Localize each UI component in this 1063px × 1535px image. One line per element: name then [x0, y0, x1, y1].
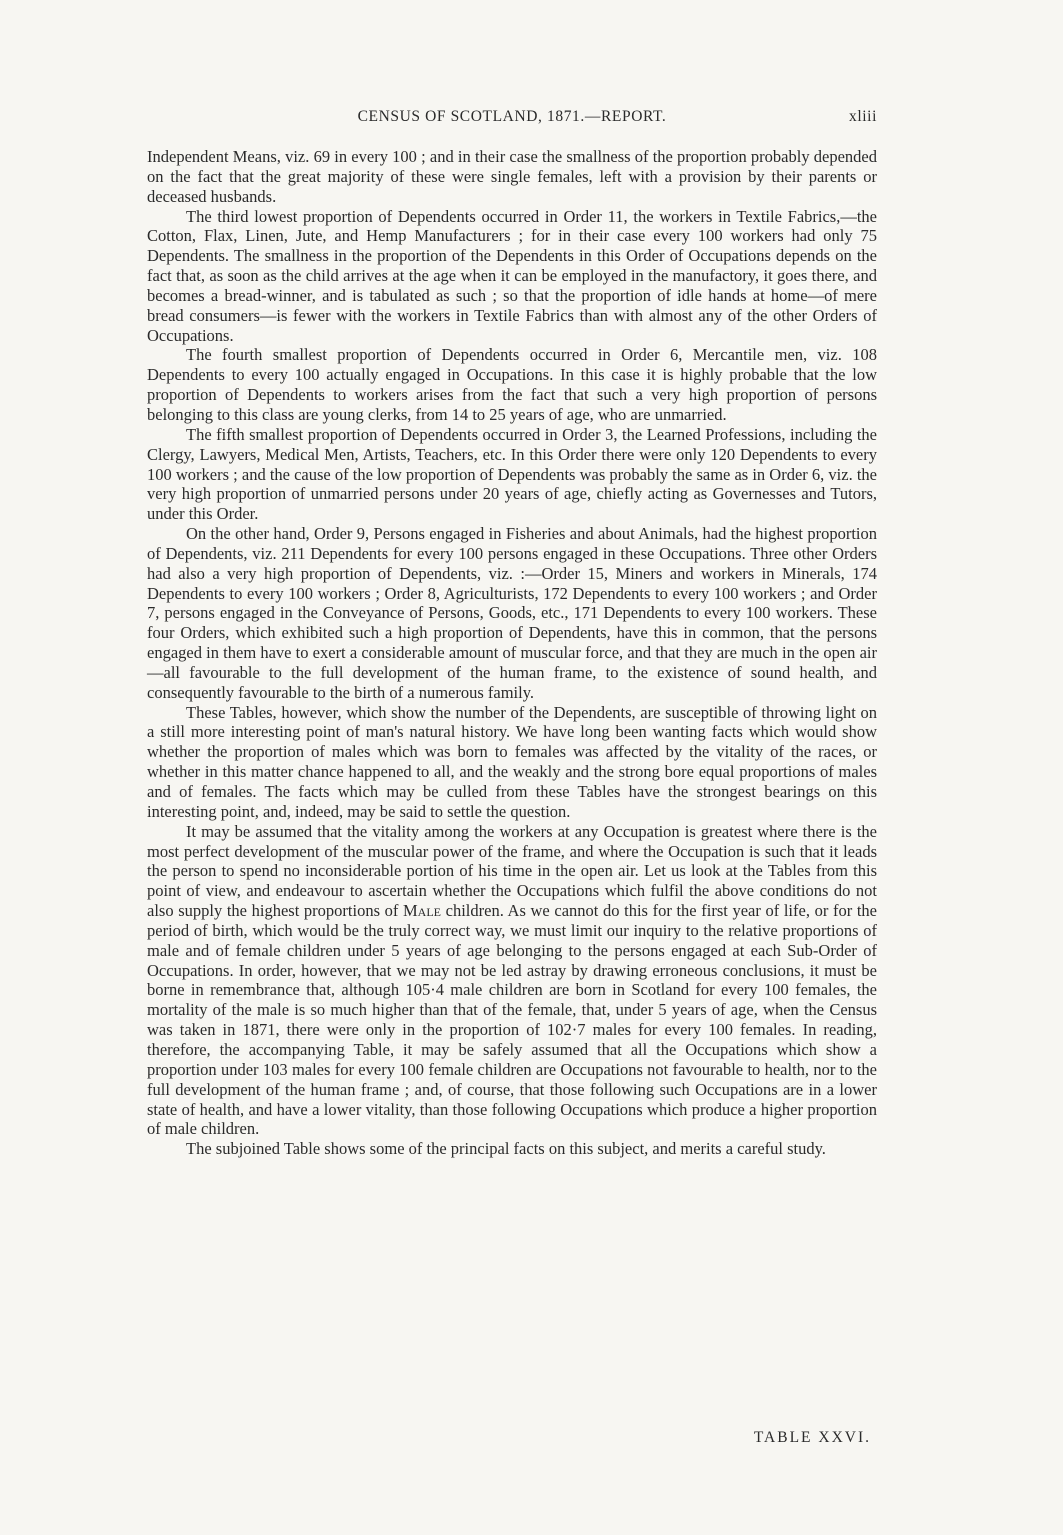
male-smallcaps: Male [403, 901, 442, 921]
paragraph-third-lowest: The third lowest proportion of Dependents occurred in Order 11, the workers in Textile Fabrics,—the Cotton, Flax, Linen, Jute, and Hemp Manufacturers ; for in their case every 100 workers had only 75 Dependents. The smallness in the proportion of the Dependents in this Order of Occupations depends on the fact that, as soon as the child arrives at the age when it can be employed in the manufactory, it goes there, and becomes a bread-winner, and is tabulated as such ; so that the proportion of idle hands at home—of mere bread consumers—is fewer with the workers in Textile Fabrics than with almost any of the other Orders of Occupations. [147, 206, 877, 345]
paragraph-tables-light: These Tables, however, which show the number of the Dependents, are susceptible of throwing light on a still more interesting point of man's natural history. We have long been wanting facts which would show whether the proportion of males which was born to females was affected by the vitality of the races, or whether in this matter chance happened to all, and the weakly and the strong bore equal proportions of males and of females. The facts which may be culled from these Tables have the strongest bearings on this interesting point, and, indeed, may be said to settle the question. [147, 702, 877, 821]
paragraph-fourth-smallest: The fourth smallest proportion of Dependents occurred in Order 6, Mercantile men, viz. 108 Dependents to every 100 actually engaged in Occupations. In this case it is highly probable that the low proportion of Dependents to workers arises from the fact that such a very high proportion of persons belonging to this class are young clerks, from 14 to 25 years of age, who are unmarried. [147, 345, 877, 424]
paragraph-vitality [147, 822, 877, 1140]
page-number: xliii [849, 108, 877, 125]
paragraph-vitality-text-2: children. As we cannot do this for the first year of life, or for the period of birth, which would be the truly correct way, we must limit our inquiry to the relative proportions of male and of female children under 5 years of age belonging to the persons engaged at each Sub-Order of Occupations. In order, however, that we may not be led astray by drawing erroneous conclusions, it must be borne in remembrance that, although 105·4 male children are born in Scotland for every 100 females, the mortality of the male is so much higher than that of the female, that, under 5 years of age, when the Census was taken in 1871, there were only in the proportion of 102·7 males for every 100 females. In reading, therefore, the accompanying Table, it may be safely assumed that all the Occupations which show a proportion under 103 males for every 100 female children are Occupations not favourable to health, nor to the full development of the human frame ; and, of course, that those following such Occupations are in a lower state of health, and have a lower vitality, than those following Occupations which produce a higher proportion of male children. [147, 901, 877, 1139]
paragraph-vitality-text-1: It may be assumed that the vitality among the workers at any Occupation is greatest where there is the most perfect development of the muscular power of the frame, and where the Occupation is such that it leads the person to spend no inconsiderable portion of his time in the open air. Let us look at the Tables from this point of view, and endeavour to ascertain whether the Occupations which fulfil the above conditions do not also supply the highest proportions of [147, 821, 877, 921]
paragraph-fifth-smallest: The fifth smallest proportion of Dependents occurred in Order 3, the Learned Professions, including the Clergy, Lawyers, Medical Men, Artists, Teachers, etc. In this Order there were only 120 Dependents to every 100 workers ; and the cause of the low proportion of Dependents was probably the same as in Order 6, viz. the very high proportion of unmarried persons under 20 years of age, chiefly acting as Governesses and Tutors, under this Order. [147, 424, 877, 524]
catchword: TABLE XXVI. [753, 1429, 871, 1446]
page-title: CENSUS OF SCOTLAND, 1871.—REPORT. [357, 108, 667, 125]
paragraph-continued: Independent Means, viz. 69 in every 100 ; and in their case the smallness of the proportion probably depended on the fact that the great majority of these were single females, left with a provision by their parents or deceased husbands. [147, 147, 877, 206]
paragraph-subjoined-table: The subjoined Table shows some of the principal facts on this subject, and merits a careful study. [186, 1139, 826, 1159]
paragraph-highest-proportion: On the other hand, Order 9, Persons engaged in Fisheries and about Animals, had the highest proportion of Dependents, viz. 211 Dependents for every 100 persons engaged in these Occupations. Three other Orders had also a very high proportion of Dependents, viz. :—Order 15, Miners and workers in Minerals, 174 Dependents to every 100 workers ; Order 8, Agriculturists, 172 Dependents to every 100 workers ; and Order 7, persons engaged in the Conveyance of Persons, Goods, etc., 171 Dependents to every 100 workers. These four Orders, which exhibited such a high proportion of Dependents, have this in common, that the persons engaged in them have to exert a considerable amount of muscular force, and that they are much in the open air—all favourable to the full development of the human frame, to the existence of sound health, and consequently favourable to the birth of a numerous family. [147, 524, 877, 702]
body-text [147, 147, 877, 1159]
running-head [147, 108, 877, 132]
